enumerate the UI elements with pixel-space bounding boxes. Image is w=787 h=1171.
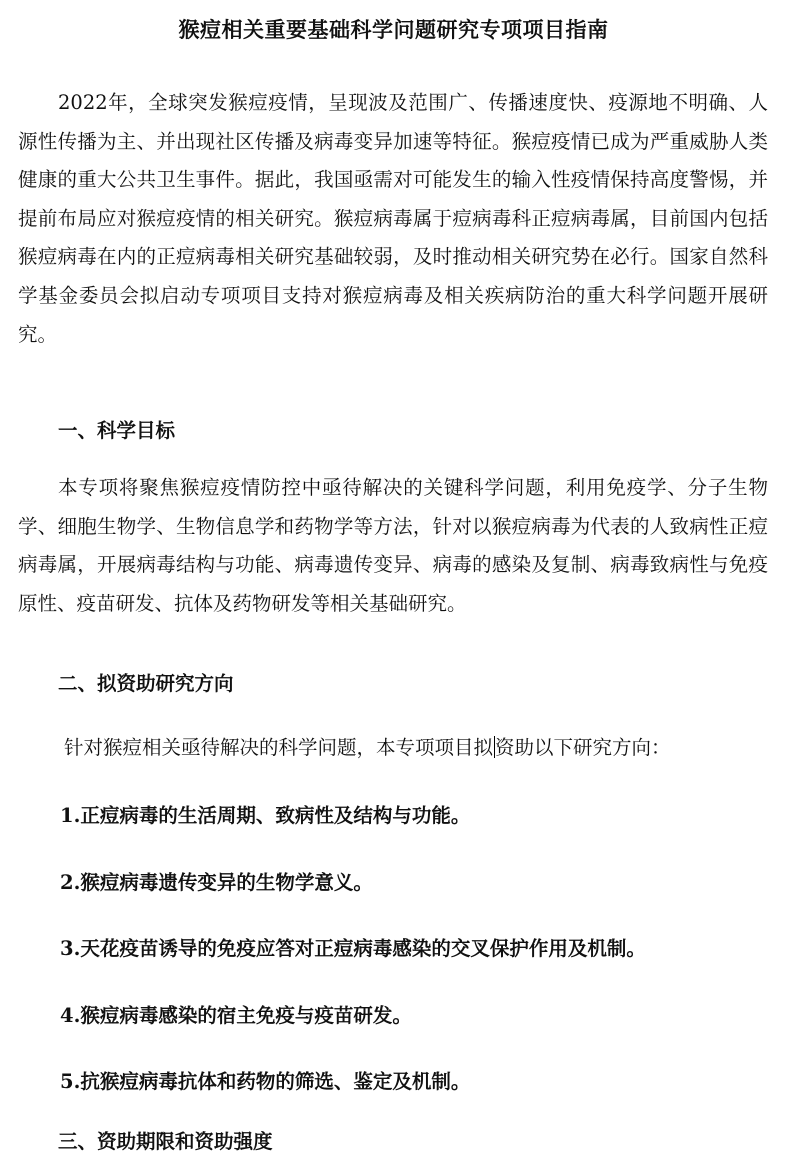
document-title: 猴痘相关重要基础科学问题研究专项项目指南 [178, 17, 609, 42]
research-direction-item: 1.正痘病毒的生活周期、致病性及结构与功能。 [60, 804, 471, 827]
science-goals-paragraph: 本专项将聚焦猴痘疫情防控中亟待解决的关键科学问题，利用免疫学、分子生物学、细胞生物学、生物信息学和药物学等方法，针对以猴痘病毒为代表的人致病性正痘病毒属，开展病毒结构与功能、病毒遗传变异、病毒的感染及复制、病毒致病性与免疫原性、疫苗研发、抗体及药物研发等相关基础研究。 [18, 476, 768, 615]
section-heading-science-goals: 一、科学目标 [58, 419, 176, 442]
research-direction-item: 5.抗猴痘病毒抗体和药物的筛选、鉴定及机制。 [60, 1070, 471, 1093]
research-direction-item: 4.猴痘病毒感染的宿主免疫与疫苗研发。 [60, 1004, 412, 1027]
research-direction-item: 3.天花疫苗诱导的免疫应答对正痘病毒感染的交叉保护作用及机制。 [60, 937, 646, 960]
section-heading-funding-period: 三、资助期限和资助强度 [58, 1130, 273, 1153]
research-directions-intro[interactable] [64, 733, 671, 763]
intro-paragraph: 2022年，全球突发猴痘疫情，呈现波及范围广、传播速度快、疫源地不明确、人源性传播为主、并出现社区传播及病毒变异加速等特征。猴痘疫情已成为严重威胁人类健康的重大公共卫生事件。据此，我国亟需对可能发生的输入性疫情保持高度警惕，并提前布局应对猴痘疫情的相关研究。猴痘病毒属于痘病毒科正痘病毒属，目前国内包括猴痘病毒在内的正痘病毒相关研究基础较弱，及时推动相关研究势在必行。国家自然科学基金委员会拟启动专项项目支持对猴痘病毒及相关疾病防治的重大科学问题开展研究。 [18, 91, 768, 346]
research-direction-item: 2.猴痘病毒遗传变异的生物学意义。 [60, 871, 373, 894]
section-heading-research-directions: 二、拟资助研究方向 [58, 672, 234, 695]
intro-text-after-cursor: 资助以下研究方向： [495, 736, 671, 759]
intro-text-before-cursor: 针对猴痘相关亟待解决的科学问题，本专项项目拟 [64, 736, 494, 759]
